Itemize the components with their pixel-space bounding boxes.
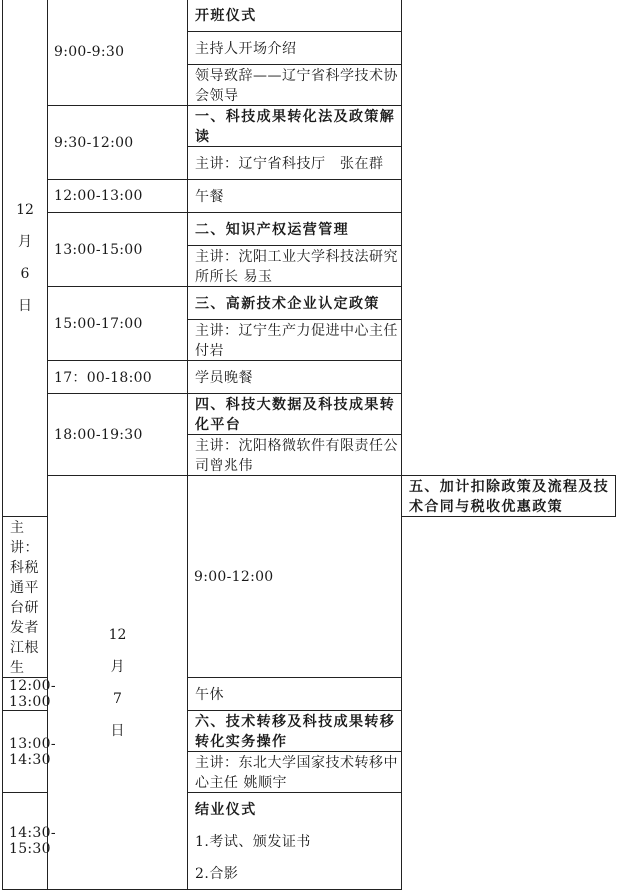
- session-item: 主讲：东北大学国家技术转移中心主任 姚顺宇: [188, 752, 402, 793]
- session-title: 四、科技大数据及科技成果转化平台: [188, 394, 402, 435]
- schedule-table: [2, 0, 616, 890]
- table-row: [3, 476, 616, 517]
- date-text: 日: [18, 297, 32, 314]
- time-cell: 18:00-19:30: [48, 394, 188, 476]
- table-row: [3, 394, 616, 435]
- date-text: 12: [108, 626, 127, 643]
- time-cell: 9:30-12:00: [48, 106, 188, 180]
- session-item: 2.合影: [188, 857, 402, 890]
- date-text: 月: [18, 233, 32, 250]
- time-cell: 9:00-9:30: [48, 0, 188, 106]
- date-text: 6: [20, 265, 30, 282]
- session-item: 午休: [188, 678, 402, 711]
- session-item: 领导致辞——辽宁省科学技术协会领导: [188, 65, 402, 106]
- table-row: [3, 106, 616, 147]
- session-item: 主讲：辽宁生产力促进中心主任 付岩: [188, 320, 402, 361]
- session-item: 午餐: [188, 180, 402, 213]
- time-cell: 13:00-14:30: [3, 711, 48, 793]
- session-item: 主讲：科税通平台研发者 江根生: [3, 517, 48, 678]
- session-title: 开班仪式: [188, 0, 402, 32]
- session-title: 六、技术转移及科技成果转移转化实务操作: [188, 711, 402, 752]
- session-item: 学员晚餐: [188, 361, 402, 394]
- session-title: 一、科技成果转化法及政策解读: [188, 106, 402, 147]
- table-row: [3, 361, 616, 394]
- session-title: 三、高新技术企业认定政策: [188, 287, 402, 320]
- date-text: 7: [113, 690, 122, 707]
- time-cell: 12:00-13:00: [3, 678, 48, 711]
- table-row: [3, 213, 616, 246]
- table-row: [3, 0, 616, 32]
- session-item: 主讲：辽宁省科技厅 张在群: [188, 147, 402, 180]
- session-item: 1.考试、颁发证书: [188, 825, 402, 857]
- time-cell: 14:30-15:30: [3, 793, 48, 890]
- session-title: 五、加计扣除政策及流程及技术合同与税收优惠政策: [402, 476, 616, 517]
- session-title: 二、知识产权运营管理: [188, 213, 402, 246]
- session-item: 主讲：沈阳工业大学科技法研究所所长 易玉: [188, 246, 402, 287]
- session-title: 结业仪式: [188, 793, 402, 826]
- time-cell: 12:00-13:00: [48, 180, 188, 213]
- table-row: [3, 180, 616, 213]
- time-cell: 15:00-17:00: [48, 287, 188, 361]
- date-cell-day1: [3, 0, 48, 517]
- time-cell: 9:00-12:00: [188, 476, 402, 678]
- table-row: [3, 287, 616, 320]
- date-cell-day2: [48, 476, 188, 890]
- date-text: 月: [110, 658, 125, 675]
- session-item: 主持人开场介绍: [188, 32, 402, 65]
- time-cell: 13:00-15:00: [48, 213, 188, 287]
- session-item: 主讲：沈阳格微软件有限责任公司曾兆伟: [188, 435, 402, 476]
- time-cell: 17：00-18:00: [48, 361, 188, 394]
- date-text: 日: [110, 722, 125, 739]
- date-text: 12: [16, 201, 34, 218]
